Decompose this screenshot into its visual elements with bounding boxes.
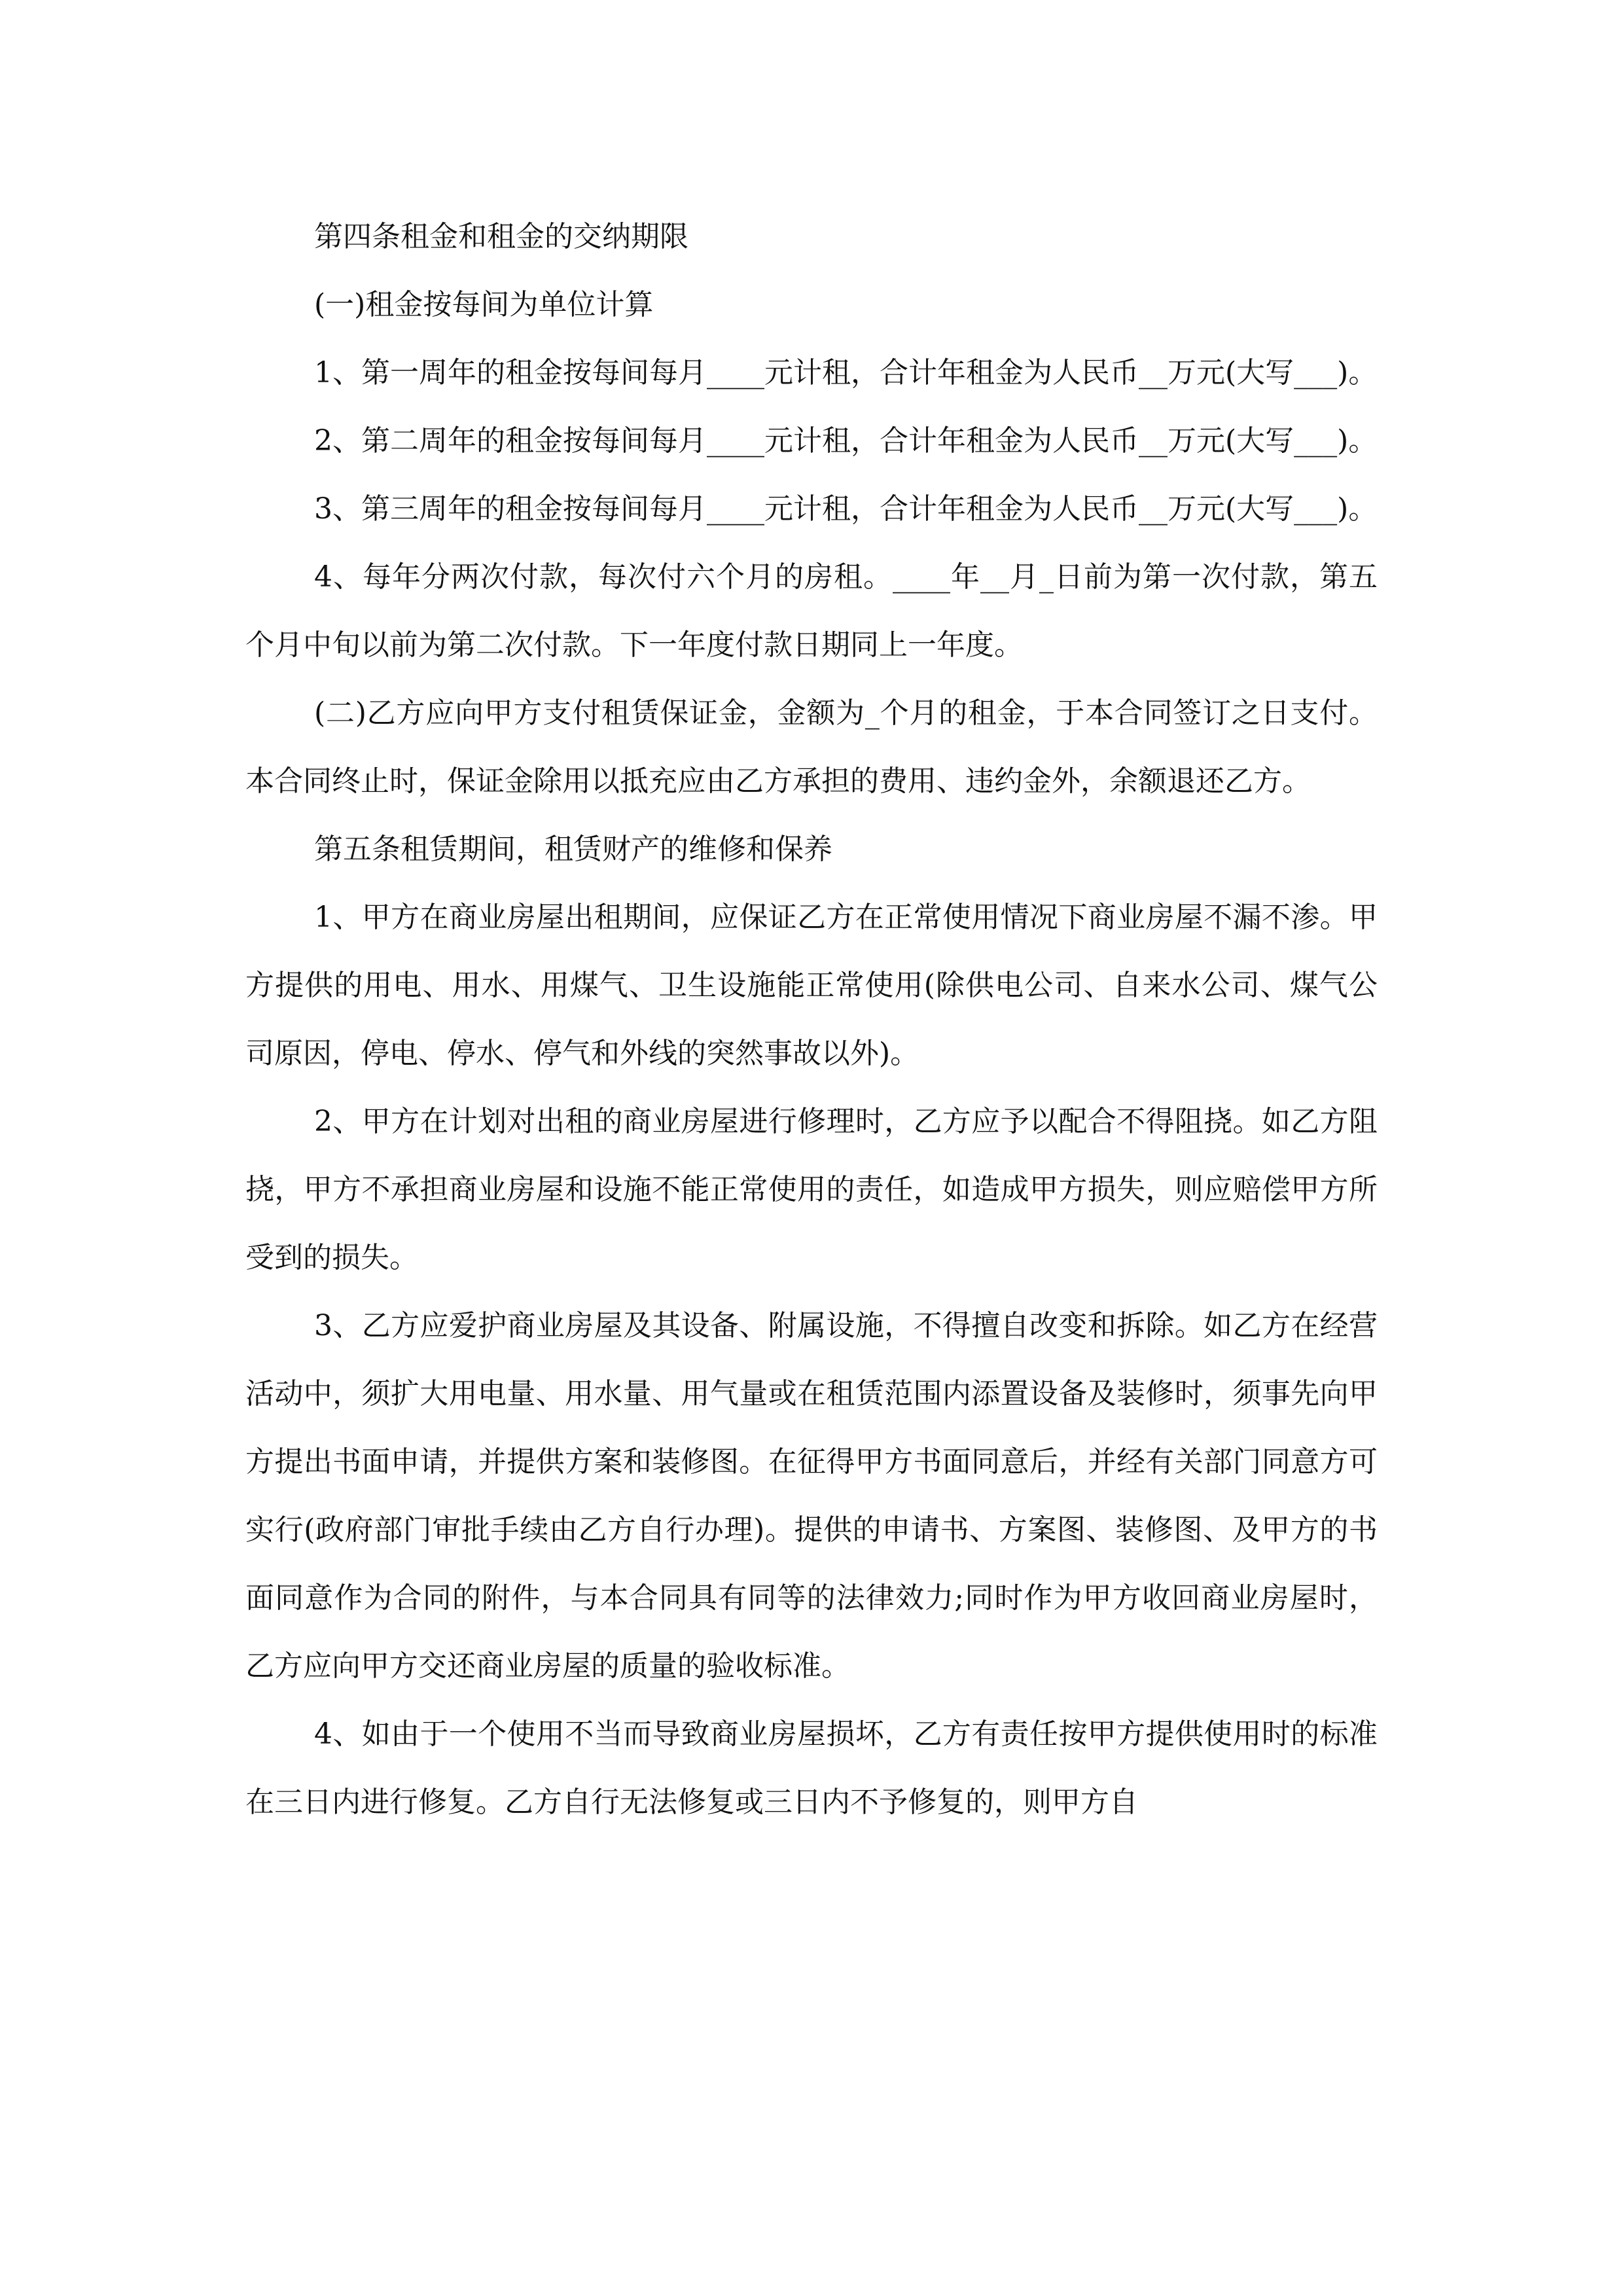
deposit-paragraph: (二)乙方应向甲方支付租赁保证金，金额为_个月的租金，于本合同签订之日支付。本合同终止时，保证金除用以抵充应由乙方承担的费用、违约金外，余额退还乙方。 (245, 696, 1378, 798)
maintenance-item-4: 4、如由于一个使用不当而导致商业房屋损坏，乙方有责任按甲方提供使用时的标准在三日内进行修复。乙方自行无法修复或三日内不予修复的，则甲方自 (245, 1717, 1378, 1819)
maintenance-item-3: 3、乙方应爱护商业房屋及其设备、附属设施，不得擅自改变和拆除。如乙方在经营活动中，须扩大用电量、用水量、用气量或在租赁范围内添置设备及装修时，须事先向甲方提出书面申请，并提供方案和装修图。在征得甲方书面同意后，并经有关部门同意方可实行(政府部门审批手续由乙方自行办理)。提供的申请书、方案图、装修图、及甲方的书面同意作为合同的附件，与本合同具有同等的法律效力;同时作为甲方收回商业房屋时，乙方应向甲方交还商业房屋的质量的验收标准。 (245, 1309, 1378, 1683)
rent-year-3-paragraph: 3、第三周年的租金按每间每月____元计租，合计年租金为人民币__万元(大写___)。 (314, 492, 1378, 526)
payment-schedule-paragraph: 4、每年分两次付款，每次付六个月的房租。____年__月_日前为第一次付款，第五个月中旬以前为第二次付款。下一年度付款日期同上一年度。 (245, 560, 1378, 662)
section-1-heading: (一)租金按每间为单位计算 (314, 288, 654, 321)
maintenance-item-2: 2、甲方在计划对出租的商业房屋进行修理时，乙方应予以配合不得阻挠。如乙方阻挠，甲方不承担商业房屋和设施不能正常使用的责任，如造成甲方损失，则应赔偿甲方所受到的损失。 (245, 1105, 1378, 1274)
rent-year-1-paragraph: 1、第一周年的租金按每间每月____元计租，合计年租金为人民币__万元(大写___)。 (314, 356, 1378, 389)
rent-year-2-paragraph: 2、第二周年的租金按每间每月____元计租，合计年租金为人民币__万元(大写___)。 (314, 424, 1378, 457)
article-5-heading: 第五条租赁期间，租赁财产的维修和保养 (314, 833, 832, 866)
article-4-heading: 第四条租金和租金的交纳期限 (314, 220, 688, 253)
document-body (245, 203, 1378, 1837)
maintenance-item-1: 1、甲方在商业房屋出租期间，应保证乙方在正常使用情况下商业房屋不漏不渗。甲方提供的用电、用水、用煤气、卫生设施能正常使用(除供电公司、自来水公司、煤气公司原因，停电、停水、停气和外线的突然事故以外)。 (245, 901, 1378, 1070)
